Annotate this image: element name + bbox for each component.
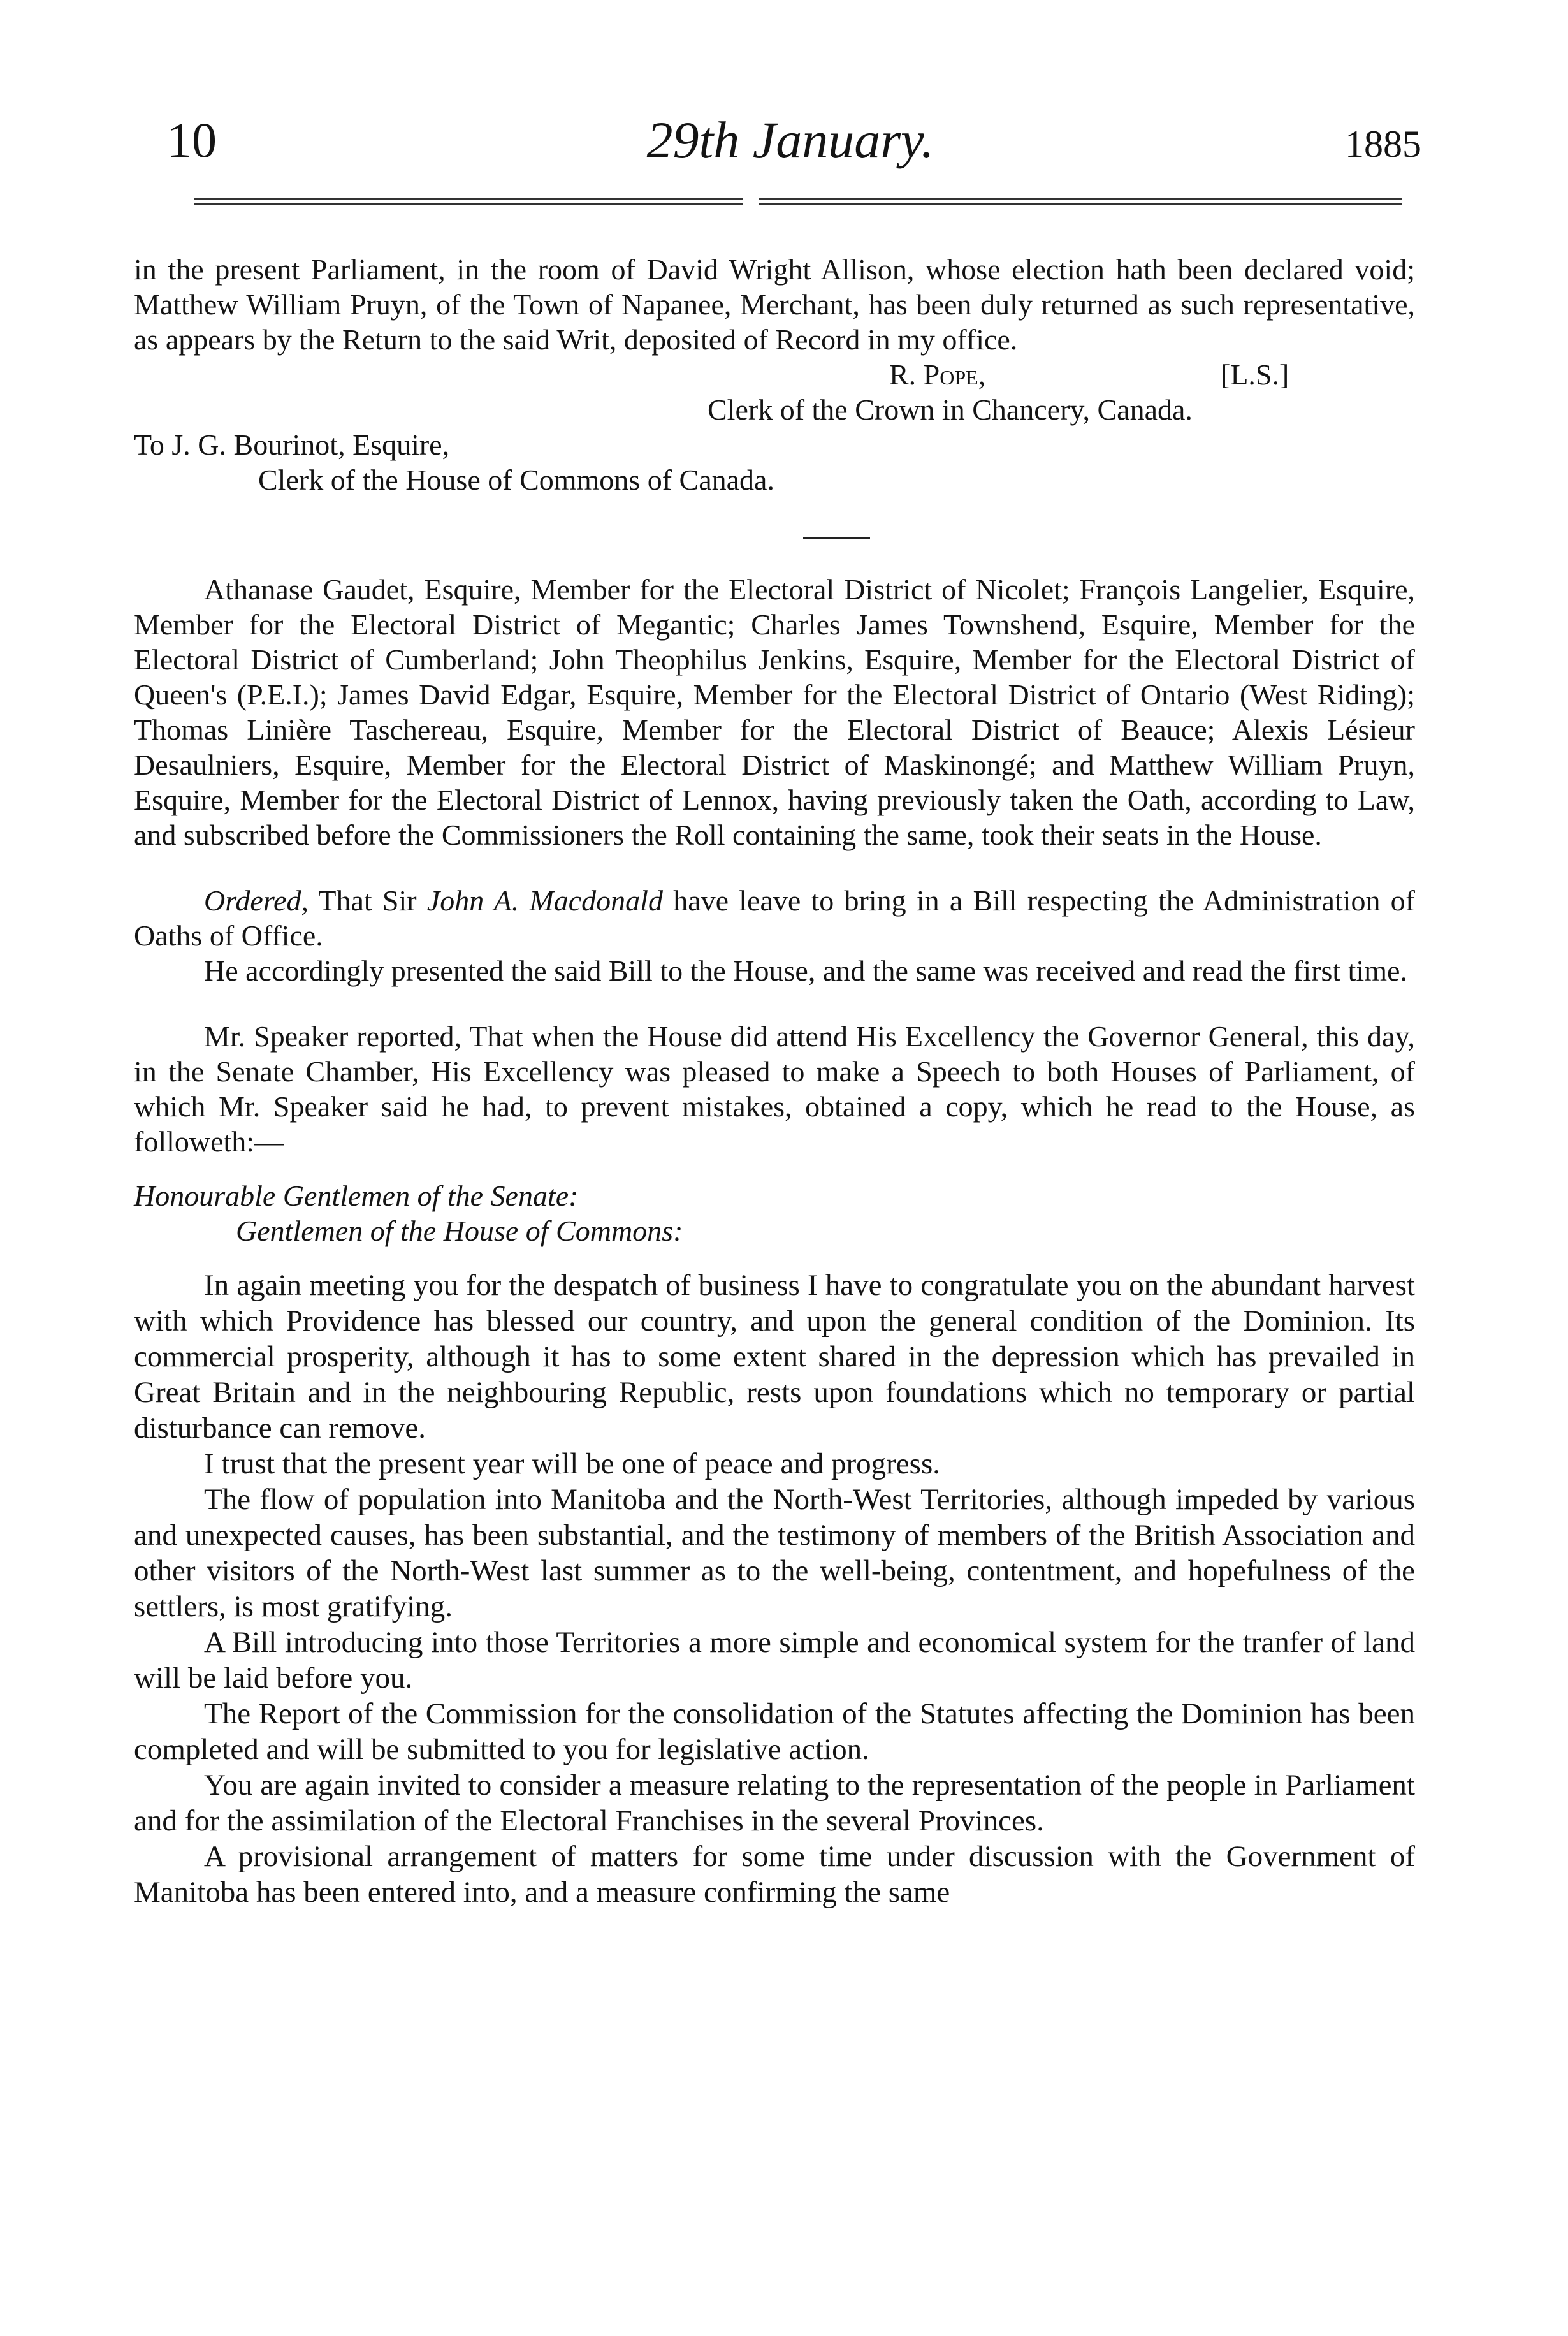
- member-name: John A. Macdonald: [426, 884, 663, 917]
- oaths-bill-order: Ordered, That Sir John A. Macdonald have leave to bring in a Bill respecting the Administration of Oaths of Office.: [134, 884, 1416, 952]
- signer-name: R. Pope,: [889, 358, 986, 391]
- address-senate: Honourable Gentlemen of the Senate:: [134, 1179, 579, 1212]
- page-number: 10: [167, 112, 217, 168]
- header-rule-left: [194, 198, 743, 205]
- ordered-word: Ordered,: [204, 884, 309, 917]
- members-sworn-paragraph: Athanase Gaudet, Esquire, Member for the Electoral District of Nicolet; François Langelier, Esquire, Member for the Electoral District of Megantic; Charles James Townshend, Esquire, Member for the Electoral District of Cumberland; John Theophilus Jenkins, Esquire, Member for the Electoral District of Queen's (P.E.I.); James David Edgar, Esquire, Member for the Electoral District of Ontario (West Riding); Thomas Linière Taschereau, Esquire, Member for the Electoral District of Beauce; Alexis Lésieur Desaulniers, Esquire, Member for the Electoral District of Maskinongé; and Matthew William Pruyn, Esquire, Member for the Electoral District of Lennox, having previously taken the Oath, according to Law, and subscribed before the Commissioners the Roll containing the same, took their seats in the House.: [134, 573, 1415, 851]
- signature-row: [134, 357, 1415, 392]
- seal-mark: [L.S.]: [1221, 358, 1289, 391]
- speech-paragraph: A Bill introducing into those Territories a more simple and economical system for the tranfer of land will be laid before you.: [134, 1626, 1415, 1695]
- section-divider: [803, 537, 870, 539]
- speech-paragraph: The flow of population into Manitoba and the North-West Territories, although impeded by various and unexpected causes, has been substantial, and the testimony of members of the British Association and other visitors of the North-West last summer as to the well-being, contentment, and hopefulness of the settlers, is most gratifying.: [134, 1483, 1415, 1623]
- speech-paragraph: The Report of the Commission for the consolidation of the Statutes affecting the Dominion has been completed and will be submitted to you for legislative action.: [134, 1697, 1415, 1766]
- page-body: [134, 252, 1415, 1910]
- addressee-line: To J. G. Bourinot, Esquire,: [134, 428, 450, 461]
- speech-intro: Mr. Speaker reported, That when the House did attend His Excellency the Governor General, this day, in the Senate Chamber, His Excellency was pleased to make a Speech to both Houses of Parliament, of which Mr. Speaker said he had, to prevent mistakes, obtained a copy, which he read to the House, as followeth:—: [134, 1020, 1415, 1158]
- address-commons: Gentlemen of the House of Commons:: [236, 1215, 683, 1247]
- writ-paragraph: in the present Parliament, in the room of David Wright Allison, whose election hath been declared void; Matthew William Pruyn, of the Town of Napanee, Merchant, has been duly returned as such representative, as appears by the Return to the said Writ, deposited of Record in my office.: [134, 253, 1415, 356]
- signer-title: Clerk of the Crown in Chancery, Canada.: [708, 393, 1193, 426]
- speech-paragraph: In again meeting you for the despatch of business I have to congratulate you on the abundant harvest with which Providence has blessed our country, and upon the general condition of the Dominion. Its commercial prosperity, although it has to some extent shared in the depression which has prevailed in Great Britain and in the neighbouring Republic, rests upon foundations which no temporary or partial disturbance can remove.: [134, 1269, 1415, 1445]
- speech-paragraph: A provisional arrangement of matters for some time under discussion with the Government of Manitoba has been entered into, and a measure confirming the same: [134, 1840, 1415, 1909]
- running-head: [159, 108, 1421, 185]
- speech-paragraph: I trust that the present year will be one of peace and progress.: [204, 1447, 940, 1480]
- running-head-date: 29th January.: [646, 111, 934, 169]
- header-rule-right: [759, 198, 1402, 205]
- speech-paragraph: You are again invited to consider a measure relating to the representation of the people in Parliament and for the assimilation of the Electoral Franchises in the several Provinces.: [134, 1769, 1415, 1837]
- addressee-title: Clerk of the House of Commons of Canada.: [258, 464, 774, 496]
- running-head-year: 1885: [1345, 123, 1421, 165]
- oaths-bill-presented: He accordingly presented the said Bill to the House, and the same was received and read the first time.: [204, 954, 1407, 987]
